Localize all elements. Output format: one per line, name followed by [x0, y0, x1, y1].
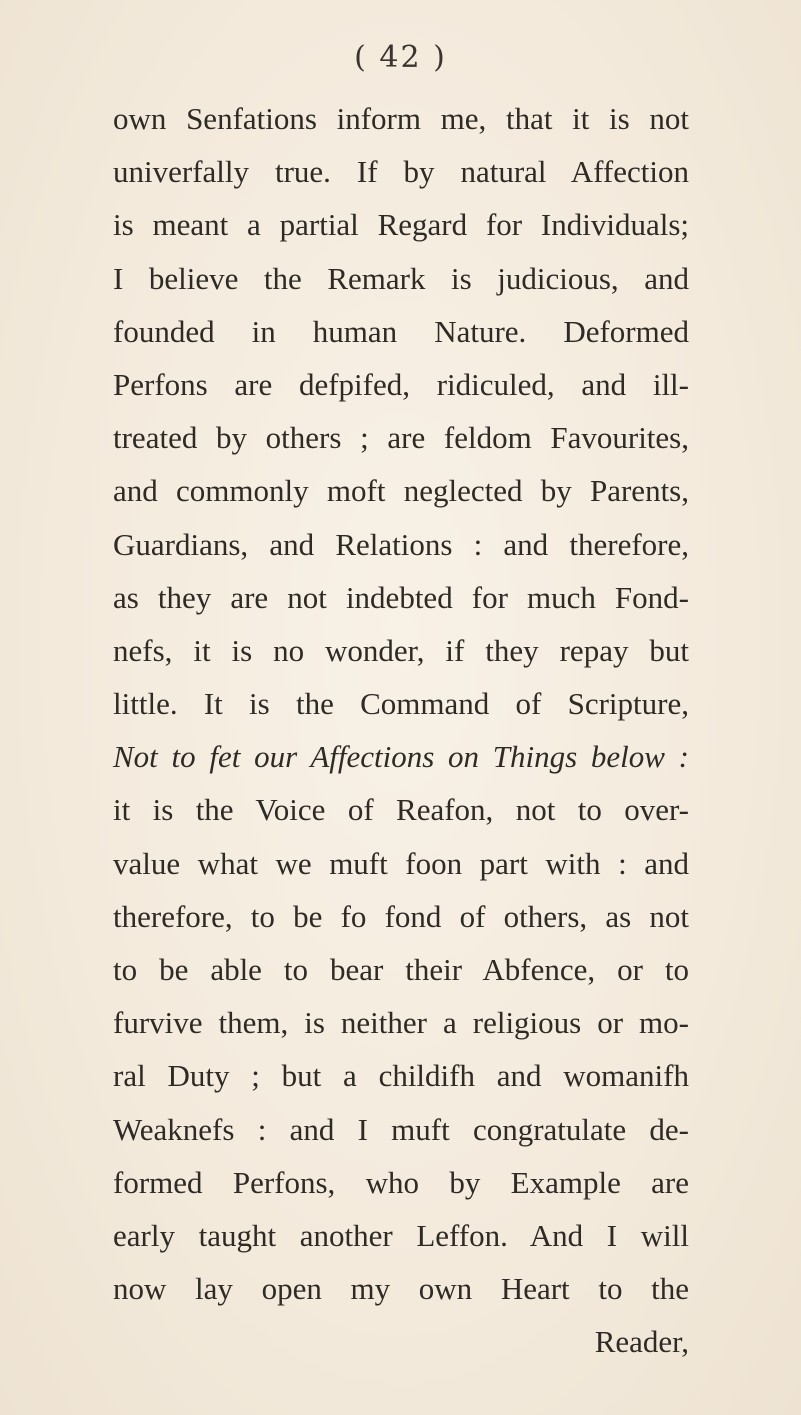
text-line: and commonly moft neglected by Parents, — [113, 473, 689, 509]
text-line: nefs, it is no wonder, if they repay but — [113, 632, 689, 668]
text-line: therefore, to be fo fond of others, as not — [113, 898, 689, 934]
text-line: furvive them, is neither a religious or mo- — [113, 1005, 689, 1041]
text-line: early taught another Leffon. And I will — [113, 1217, 689, 1253]
text-line: little. It is the Command of Scripture, — [113, 686, 689, 722]
text-line: univerfally true. If by natural Affection — [113, 154, 689, 190]
text-line: Weaknefs : and I muft congratulate de- — [113, 1111, 689, 1147]
text-line: is meant a partial Regard for Individuals; — [113, 207, 689, 243]
text-line: now lay open my own Heart to the — [113, 1271, 689, 1307]
text-line: founded in human Nature. Deformed — [113, 313, 689, 349]
text-line: treated by others ; are feldom Favourites, — [113, 420, 689, 456]
text-line: to be able to bear their Abfence, or to — [113, 952, 689, 987]
text-line: it is the Voice of Reafon, not to over- — [113, 792, 689, 828]
text-line: value what we muft foon part with : and — [113, 845, 689, 881]
text-line: as they are not indebted for much Fond- — [113, 579, 689, 615]
page-number: ( 42 ) — [354, 40, 447, 75]
scripture-quote-line: Not to fet our Affections on Things below : — [113, 739, 689, 775]
body-text — [113, 92, 689, 1369]
text-line: ral Duty ; but a childifh and womanifh — [113, 1058, 689, 1094]
catchword: Reader, — [594, 1324, 689, 1360]
text-line: own Senfations inform me, that it is not — [113, 101, 689, 136]
text-line: Guardians, and Relations : and therefore, — [113, 526, 689, 562]
text-line: I believe the Remark is judicious, and — [113, 260, 689, 296]
text-line: formed Perfons, who by Example are — [113, 1164, 689, 1200]
text-line: Perfons are defpifed, ridiculed, and ill- — [113, 366, 689, 402]
